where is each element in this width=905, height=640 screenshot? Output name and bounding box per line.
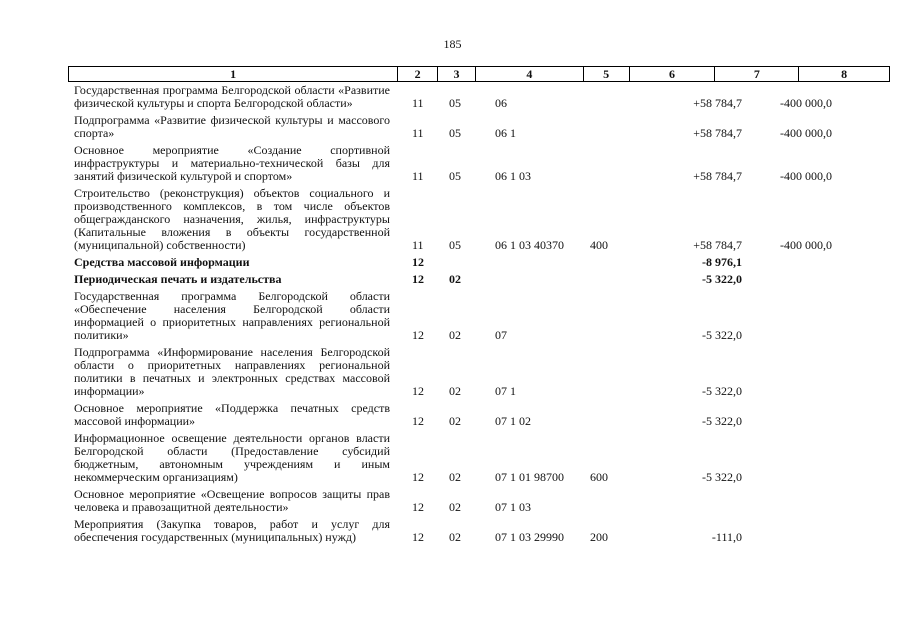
row-target-article: [472, 273, 572, 286]
row-sum-2020: -400 000,0: [780, 126, 832, 140]
row-expense-type: [572, 84, 612, 110]
row-target-article: 07 1 03: [495, 500, 531, 514]
header-col-3: 3: [438, 67, 476, 81]
header-col-4: 4: [476, 67, 584, 81]
row-expense-type: [572, 144, 612, 183]
row-subsection: 02: [449, 384, 461, 398]
header-col-2: 2: [398, 67, 438, 81]
row-target-article: 07 1 03 29990: [495, 530, 564, 544]
row-target-article: [472, 256, 572, 269]
row-target-article: 07 1 02: [495, 414, 531, 428]
row-name: Информационное освещение деятельности органов власти Белгородской области (Предоставление субсидий бюджетным, автономным учреждениям и иным некоммерческим организациям): [74, 431, 390, 484]
row-name: Подпрограмма «Развитие физической культуры и массового спорта»: [74, 113, 390, 140]
row-target-article: 06: [495, 96, 507, 110]
row-subsection: 02: [449, 414, 461, 428]
row-section: 12: [412, 328, 424, 342]
row-subsection: 05: [449, 238, 461, 252]
row-name: Государственная программа Белгородской области «Развитие физической культуры и спорта Белгородской области»: [74, 83, 390, 110]
page-number: 185: [443, 37, 462, 51]
table-row: [0, 256, 905, 269]
table-row: [0, 432, 905, 484]
row-sum-2020: -400 000,0: [780, 238, 832, 252]
row-subsection: 02: [449, 500, 461, 514]
row-sum-2019: -5 322,0: [702, 272, 742, 286]
row-sum-2019: +58 784,7: [693, 238, 742, 252]
row-subsection: 02: [449, 272, 461, 286]
row-section: 11: [412, 169, 424, 183]
header-col-1: 1: [69, 67, 398, 81]
row-name: Основное мероприятие «Создание спортивной инфраструктуры и материально-технической базы для занятий физической культурой и спортом»: [74, 143, 390, 183]
row-name: Мероприятия (Закупка товаров, работ и услуг для обеспечения государственных (муниципальных) нужд): [74, 517, 390, 544]
row-section: 12: [412, 530, 424, 544]
row-expense-type: 600: [590, 470, 608, 484]
row-sum-2020: -400 000,0: [780, 96, 832, 110]
row-section: 12: [412, 384, 424, 398]
row-subsection: 05: [449, 126, 461, 140]
row-section: 11: [412, 126, 424, 140]
row-expense-type: [572, 290, 612, 342]
row-sum-2020: [742, 402, 832, 428]
row-sum-2019: -8 976,1: [702, 255, 742, 269]
row-section: 12: [412, 272, 424, 286]
row-name: Основное мероприятие «Поддержка печатных средств массовой информации»: [74, 401, 390, 428]
row-subsection: 02: [449, 328, 461, 342]
table-row: [0, 488, 905, 514]
row-subsection: 05: [449, 169, 461, 183]
row-expense-type: [572, 273, 612, 286]
row-subsection: 05: [449, 96, 461, 110]
row-name: Основное мероприятие «Освещение вопросов защиты прав человека и правозащитной деятельности»: [74, 487, 390, 514]
row-sum-2020: [742, 273, 832, 286]
row-sum-2019: +58 784,7: [693, 96, 742, 110]
row-subsection: 02: [449, 530, 461, 544]
row-section: 12: [412, 255, 424, 269]
header-col-8: 8: [841, 67, 848, 81]
table-body: [0, 84, 905, 548]
table-row: [0, 144, 905, 183]
row-sum-2019: -111,0: [711, 530, 742, 544]
header-col-6: 6: [630, 67, 716, 81]
row-expense-type: [572, 402, 612, 428]
row-name: Государственная программа Белгородской области «Обеспечение населения Белгородской области информацией о приоритетных направлениях региональной политики»: [74, 289, 390, 342]
row-expense-type: [572, 114, 612, 140]
table-row: [0, 114, 905, 140]
row-sum-2019: -5 322,0: [702, 414, 742, 428]
row-expense-type: [572, 256, 612, 269]
row-section: 12: [412, 414, 424, 428]
row-sum-2020: [742, 488, 832, 514]
row-sum-2019: +58 784,7: [693, 169, 742, 183]
row-name: Строительство (реконструкция) объектов социального и производственного комплексов, в том числе объектов общегражданского назначения, жилья, инфраструктуры (Капитальные вложения в объекты государственной (муниципальной) собственности): [74, 186, 390, 252]
table-row: [0, 346, 905, 398]
table-row: [0, 187, 905, 252]
row-subsection: [436, 256, 472, 269]
row-name: Подпрограмма «Информирование населения Белгородской области о приоритетных направлениях региональной политики в печатных и электронных средствах массовой информации»: [74, 345, 390, 398]
row-target-article: 07 1: [495, 384, 516, 398]
row-section: 12: [412, 470, 424, 484]
row-target-article: 06 1 03: [495, 169, 531, 183]
row-target-article: 07: [495, 328, 507, 342]
table-row: [0, 518, 905, 544]
row-sum-2020: [742, 256, 832, 269]
row-target-article: 06 1 03 40370: [495, 238, 564, 252]
row-sum-2020: [742, 290, 832, 342]
row-section: 11: [412, 96, 424, 110]
table-row: [0, 402, 905, 428]
row-sum-2019: [612, 488, 742, 514]
row-sum-2020: [742, 346, 832, 398]
row-sum-2020: [742, 432, 832, 484]
row-section: 11: [412, 238, 424, 252]
row-sum-2019: -5 322,0: [702, 328, 742, 342]
row-section: 12: [412, 500, 424, 514]
row-name: Периодическая печать и издательства: [74, 272, 282, 286]
row-name: Средства массовой информации: [74, 255, 250, 269]
row-expense-type: 200: [590, 530, 608, 544]
table-row: [0, 290, 905, 342]
row-target-article: 07 1 01 98700: [495, 470, 564, 484]
table-row: [0, 84, 905, 110]
row-sum-2020: [742, 518, 832, 544]
row-subsection: 02: [449, 470, 461, 484]
header-col-7: 7: [715, 67, 799, 81]
table-row: [0, 273, 905, 286]
row-sum-2019: +58 784,7: [693, 126, 742, 140]
row-expense-type: 400: [590, 238, 608, 252]
header-col-5: 5: [584, 67, 630, 81]
row-expense-type: [572, 346, 612, 398]
row-target-article: 06 1: [495, 126, 516, 140]
row-sum-2019: -5 322,0: [702, 470, 742, 484]
table-header: [68, 66, 890, 82]
row-expense-type: [572, 488, 612, 514]
row-sum-2020: -400 000,0: [780, 169, 832, 183]
row-sum-2019: -5 322,0: [702, 384, 742, 398]
